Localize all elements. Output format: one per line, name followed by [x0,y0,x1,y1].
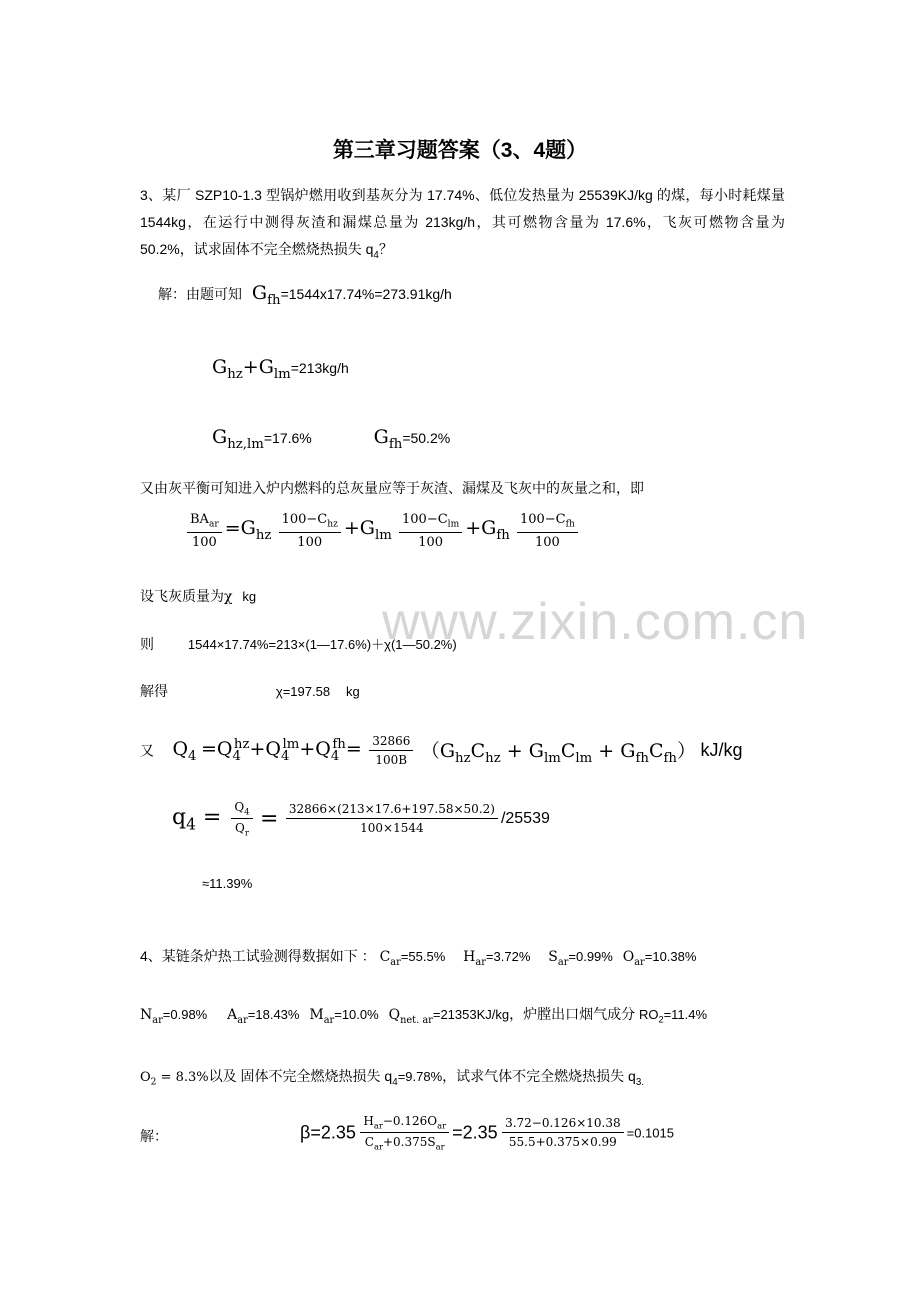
solve-line: 解得 χ=197.58 kg [140,683,360,699]
problem-4-line-2: $N_{ar}=0.98\%$ $A_{ar}=18.43\%$ $M_{ar}=10.0\%$ $Q_{net. ar}=21353KJ/kg$，炉膛出口烟气成分 $RO_2=11.4\%$ [140,1006,708,1026]
problem-4-line-1: 4、某链条炉热工试验测得数据如下 ： $C_{ar}=55.5\%$ $H_{ar}=3.72\%$ $S_{ar}=0.99\%$ $O_{ar}=10.38\%$ [140,948,697,968]
q4-result: ≈11.39% [202,876,253,891]
ash-balance-text: 又由灰平衡可知进入炉内燃料的总灰量应等于灰渣、漏煤及飞灰中的灰量之和，即 [140,480,644,496]
problem-3-text: 3、某厂 SZP10-1.3 型锅炉燃用收到基灰分为 17.74%、低位发热量为 25539KJ/kg 的煤，每小时耗煤量 1544kg，在运行中测得灰渣和漏煤总量为 213kg/h，其可燃物含量为 17.6%，飞灰可燃物含量为 50.2%，试求固体不完全燃烧热损失 $q_4$？ [140,187,785,261]
q4-equation-line: $q_4$ = $\frac{Q_4}{Q_r}$ = $\frac{32866\times(213\times 17.6+197.58\times 50.2)}{100\times 1544}$ /25539 [172,800,550,838]
watermark: www.zixin.com.cn [382,593,809,651]
then-equation-line: 则 1544×17.74%=213×(1—17.6%)＋χ(1—50.2%) [140,636,457,652]
problem-4-solution-label: 解： [140,1128,168,1144]
page-title: 第三章习题答案（3、4题） [332,139,588,162]
ash-balance-equation: $\frac{BA_{ar}}{100}$ $=G_{hz}$ $\frac{100-C_{hz}}{100}$ $+G_{lm}$ $\frac{100-C_{lm}}{100}$ $+G_{fh}$ $\frac{100-C_{fh}}{100}$ [184,512,581,550]
set-variable-line: 设飞灰质量为χ kg [140,588,257,605]
problem-4-line-3: $O_2 = 8.3\%$以及 固体不完全燃烧热损失 $q_4=9.78\%$，试求气体不完全燃烧热损失 $q_{3.}$ [140,1068,644,1088]
solution-line-gfh: 解：由题可知 $G_{fh}=1544x17.74\%=273.91kg/h$ [158,282,452,308]
Q4-equation-line: 又 $Q_4 =Q_4^{hz}+Q_4^{lm}+Q_4^{fh}=$ $\frac{32866}{100B}$ $(G_{hz}C_{hz} + G_{lm}C_{lm} + G_{fh}C_{fh})$ kJ/kg [140,734,743,767]
beta-equation: β=2.35 $\frac{H_{ar}-0.126O_{ar}}{C_{ar}+0.375S_{ar}}$ =2.35 $\frac{3.72-0.126\times 10.38}{55.5+0.375\times 0.99}$ =0.1015 [300,1114,674,1152]
solution-line-ghz-glm: $G_{hz}+G_{lm}=213kg/h$ [212,356,349,382]
solution-line-combustibles: $G_{hz,lm}=17.6\%$ $G_{fh}=50.2\%$ [212,426,451,452]
